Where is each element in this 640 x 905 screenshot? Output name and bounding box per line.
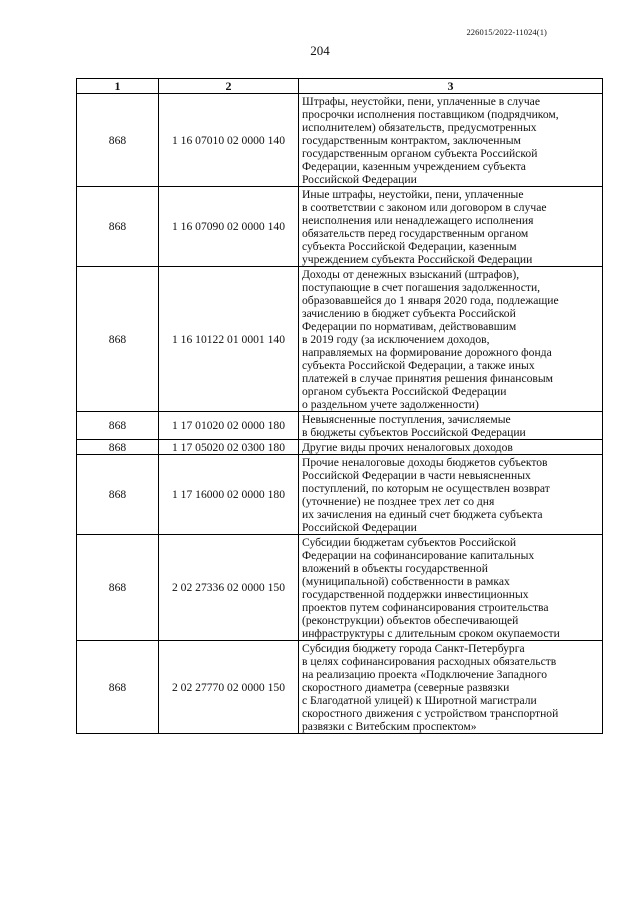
description-line: инфраструктуры с длительным сроком окупаемости — [302, 627, 560, 640]
admin-code-cell: 868 — [77, 641, 159, 734]
description-cell — [299, 455, 603, 535]
description-cell — [299, 412, 603, 440]
description-line: поступлений, по которым не осуществлен возврат — [302, 482, 550, 495]
description-line: образовавшейся до 1 января 2020 года, подлежащие — [302, 294, 559, 307]
description-cell — [299, 187, 603, 267]
description-line: в соответствии с законом или договором в случае — [302, 201, 547, 214]
admin-code-cell: 868 — [77, 267, 159, 412]
admin-code-cell: 868 — [77, 535, 159, 641]
description-line: Федерации по нормативам, действовавшим — [302, 320, 517, 333]
description-line: развязки с Витебским проспектом» — [302, 720, 477, 733]
description-line: Доходы от денежных взысканий (штрафов), — [302, 268, 520, 281]
description-line: Федерации, казенным учреждением субъекта — [302, 160, 526, 173]
table-row — [77, 641, 603, 734]
table-row — [77, 267, 603, 412]
description-line: (уточнение) не позднее трех лет со дня — [302, 495, 495, 508]
description-cell — [299, 535, 603, 641]
description-cell — [299, 267, 603, 412]
description-line: Субсидия бюджету города Санкт-Петербурга — [302, 642, 525, 655]
description-line: Российской Федерации — [302, 173, 417, 186]
description-line: Другие виды прочих неналоговых доходов — [302, 441, 513, 454]
description-line: Штрафы, неустойки, пени, уплаченные в случае — [302, 95, 540, 108]
description-line: о раздельном учете задолженности) — [302, 398, 479, 411]
table-row — [77, 440, 603, 455]
table-body — [77, 94, 603, 734]
description-line: субъекта Российской Федерации, а также иных — [302, 359, 535, 372]
page-number: 204 — [310, 43, 330, 58]
table-row — [77, 535, 603, 641]
budget-code-cell: 1 17 05020 02 0300 180 — [159, 440, 299, 455]
description-line: Прочие неналоговые доходы бюджетов субъектов — [302, 456, 548, 469]
description-line: скоростного диаметра (северные развязки — [302, 681, 510, 694]
description-line: вложений в объекты государственной — [302, 562, 488, 575]
budget-code-cell: 1 17 01020 02 0000 180 — [159, 412, 299, 440]
table-row — [77, 412, 603, 440]
description-line: исполнителем) обязательств, предусмотренных — [302, 121, 537, 134]
description-line: в бюджеты субъектов Российской Федерации — [302, 426, 526, 439]
description-line: направляемых на формирование дорожного фонда — [302, 346, 552, 359]
admin-code-cell: 868 — [77, 412, 159, 440]
budget-code-cell: 1 16 07010 02 0000 140 — [159, 94, 299, 187]
budget-code-cell: 1 16 10122 01 0001 140 — [159, 267, 299, 412]
description-line: Невыясненные поступления, зачисляемые — [302, 413, 511, 426]
table-header-row — [77, 79, 603, 94]
column-header-2: 2 — [159, 79, 299, 94]
description-line: просрочки исполнения поставщиком (подрядчиком, — [302, 108, 559, 121]
admin-code-cell: 868 — [77, 440, 159, 455]
description-line: обязательств перед государственным органом — [302, 227, 529, 240]
description-line: (муниципальной) собственности в рамках — [302, 575, 510, 588]
description-line: в целях софинансирования расходных обязательств — [302, 655, 557, 668]
description-line: органом субъекта Российской Федерации — [302, 385, 507, 398]
description-cell — [299, 641, 603, 734]
description-line: Субсидии бюджетам субъектов Российской — [302, 536, 517, 549]
description-line: Федерации на софинансирование капитальных — [302, 549, 535, 562]
description-line: на реализацию проекта «Подключение Западного — [302, 668, 547, 681]
budget-code-cell: 2 02 27770 02 0000 150 — [159, 641, 299, 734]
admin-code-cell: 868 — [77, 94, 159, 187]
description-line: проектов путем софинансирования строительства — [302, 601, 549, 614]
description-line: государственным контрактом, заключенным — [302, 134, 521, 147]
budget-code-cell: 2 02 27336 02 0000 150 — [159, 535, 299, 641]
column-header-3: 3 — [299, 79, 603, 94]
description-line: Российской Федерации — [302, 521, 417, 534]
description-cell — [299, 94, 603, 187]
description-line: государственным органом субъекта Российской — [302, 147, 538, 160]
description-line: государственной поддержки инвестиционных — [302, 588, 529, 601]
description-line: Иные штрафы, неустойки, пени, уплаченные — [302, 188, 524, 201]
table-row — [77, 94, 603, 187]
description-line: скоростного движения с устройством транспортной — [302, 707, 559, 720]
description-line: платежей в случае принятия решения финансовым — [302, 372, 553, 385]
description-line: неисполнения или ненадлежащего исполнения — [302, 214, 534, 227]
description-line: зачислению в бюджет субъекта Российской — [302, 307, 516, 320]
description-line: поступающие в счет погашения задолженности, — [302, 281, 541, 294]
budget-code-cell: 1 17 16000 02 0000 180 — [159, 455, 299, 535]
table-row — [77, 455, 603, 535]
column-header-1: 1 — [77, 79, 159, 94]
description-line: их зачисления на единый счет бюджета субъекта — [302, 508, 543, 521]
description-line: субъекта Российской Федерации, казенным — [302, 240, 517, 253]
budget-code-cell: 1 16 07090 02 0000 140 — [159, 187, 299, 267]
description-line: учреждением субъекта Российской Федерации — [302, 253, 533, 266]
description-line: Российской Федерации в части невыясненных — [302, 469, 531, 482]
description-line: (реконструкции) объектов обеспечивающей — [302, 614, 519, 627]
admin-code-cell: 868 — [77, 455, 159, 535]
table-row — [77, 187, 603, 267]
budget-classification-table — [76, 78, 603, 734]
document-number: 226015/2022-11024(1) — [466, 27, 547, 37]
admin-code-cell: 868 — [77, 187, 159, 267]
description-cell — [299, 440, 603, 455]
description-line: в 2019 году (за исключением доходов, — [302, 333, 490, 346]
description-line: с Благодатной улицей) к Широтной магистрали — [302, 694, 537, 707]
